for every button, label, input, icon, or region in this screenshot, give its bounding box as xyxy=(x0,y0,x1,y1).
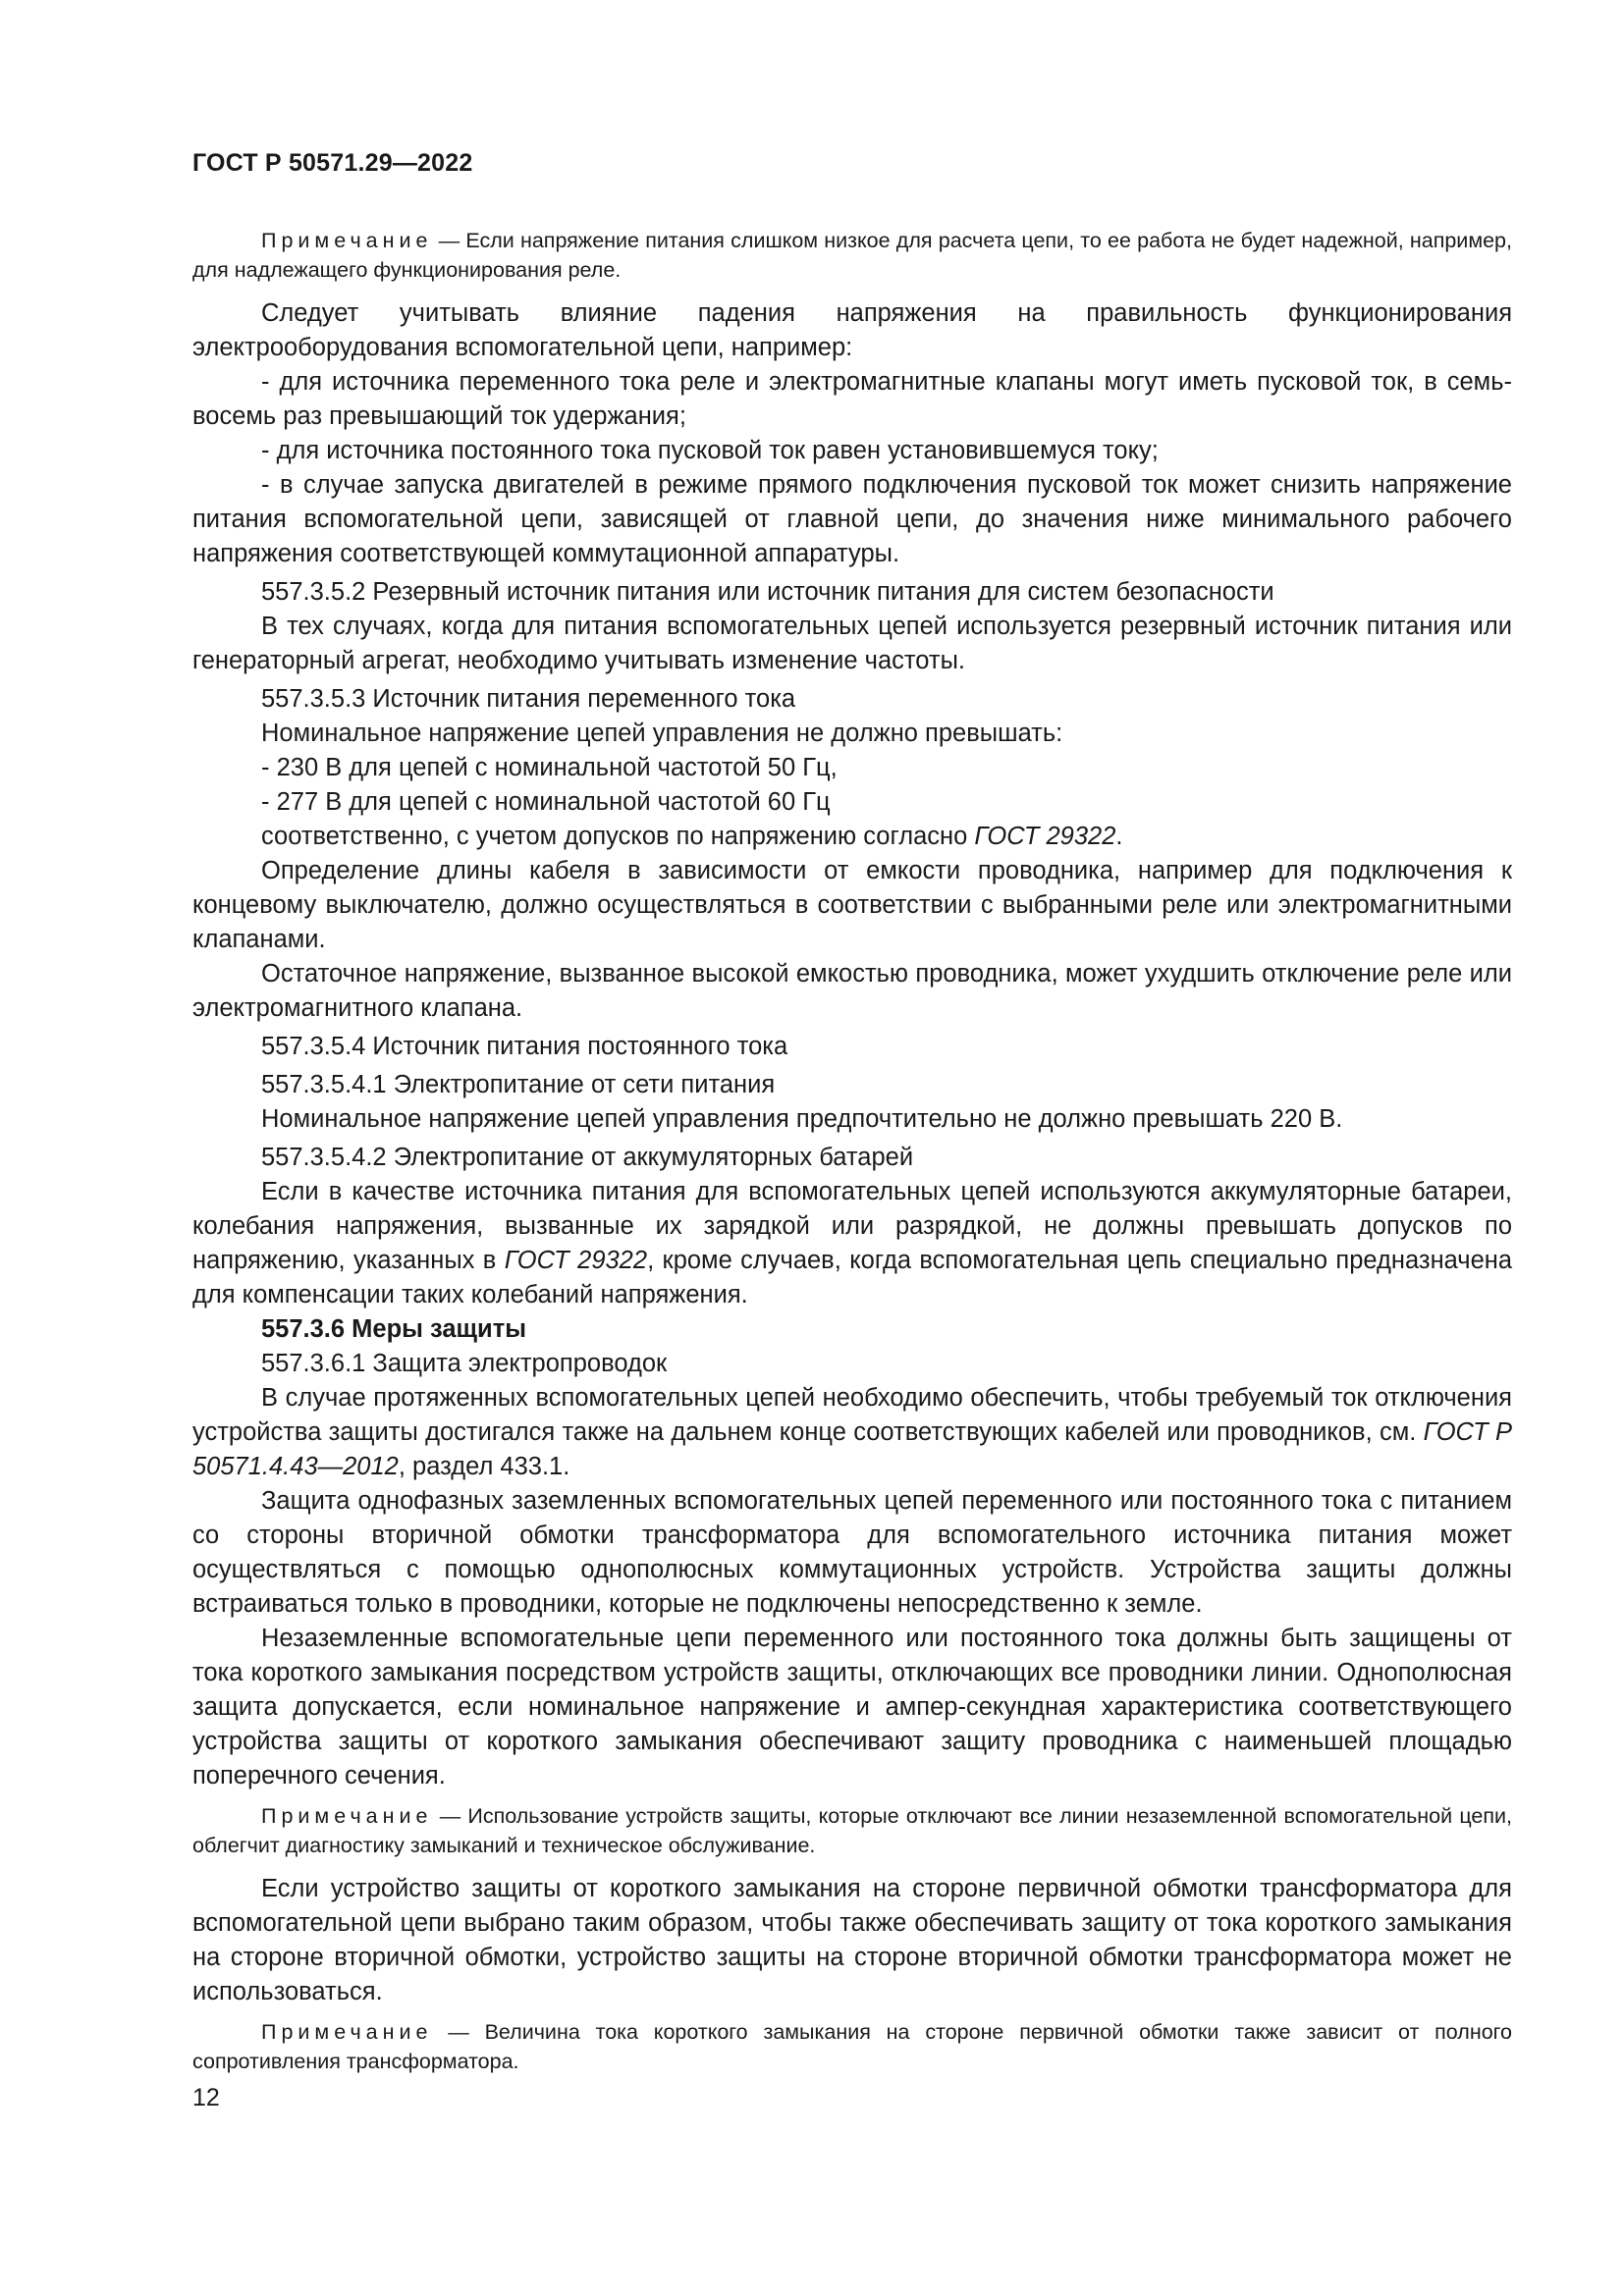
note-3 xyxy=(192,2017,1512,2076)
section-heading-557-3-5-4: 557.3.5.4 Источник питания постоянного тока xyxy=(261,1033,788,1060)
paragraph: В тех случаях, когда для питания вспомогательных цепей используется резервный источник питания или генераторный агрегат, необходимо учитывать изменение частоты. xyxy=(192,613,1512,674)
section-heading-557-3-5-2: 557.3.5.2 Резервный источник питания или источник питания для систем безопасности xyxy=(261,578,1274,606)
paragraph: Незаземленные вспомогательные цепи переменного или постоянного тока должны быть защищены от тока короткого замыкания посредством устройств защиты, отключающих все проводники линии. Однополюсная защита допускается, если номинальное напряжение и ампер-секундная характеристика соответствующего устройства защиты от короткого замыкания обеспечивают защиту проводника с наименьшей площадью поперечного сечения. xyxy=(192,1625,1512,1789)
section-heading-557-3-6-1: 557.3.6.1 Защита электропроводок xyxy=(261,1350,668,1377)
list-item: - 230 В для цепей с номинальной частотой 50 Гц, xyxy=(261,754,838,781)
paragraph: Если в качестве источника питания для вспомогательных цепей используются аккумуляторные батареи, колебания напряжения, вызванные их зарядкой или разрядкой, не должны превышать допусков по напряжению, указанных в ГОСТ 29322, кроме случаев, когда вспомогательная цепь специально предназначена для компенсации таких колебаний напряжения. xyxy=(192,1178,1513,1308)
paragraph: В случае протяженных вспомогательных цепей необходимо обеспечить, чтобы требуемый ток отключения устройства защиты достигался также на дальнем конце соответствующих кабелей или проводников, см. ГОСТ Р 50571.4.43—2012, раздел 433.1. xyxy=(192,1384,1512,1480)
section-heading-557-3-6: 557.3.6 Меры защиты xyxy=(261,1315,527,1343)
section-heading-557-3-5-3: 557.3.5.3 Источник питания переменного тока xyxy=(261,685,796,713)
section-heading-557-3-5-4-2: 557.3.5.4.2 Электропитание от аккумуляторных батарей xyxy=(261,1144,914,1171)
note-text: — Если напряжение питания слишком низкое для расчета цепи, то ее работа не будет надежной, например, для надлежащего функционирования реле. xyxy=(192,229,1512,282)
paragraph: соответственно, с учетом допусков по напряжению согласно ГОСТ 29322. xyxy=(261,823,1123,850)
note-label: Примечание xyxy=(261,229,433,252)
paragraph: Номинальное напряжение цепей управления не должно превышать: xyxy=(261,720,1063,747)
paragraph: Следует учитывать влияние падения напряжения на правильность функционирования электрооборудования вспомогательной цепи, например: xyxy=(192,299,1512,361)
document-body xyxy=(192,218,1512,2088)
note-2 xyxy=(192,1801,1512,1860)
paragraph: Определение длины кабеля в зависимости от емкости проводника, например для подключения к концевому выключателю, должно осуществляться в соответствии с выбранными реле или электромагнитными клапанами. xyxy=(192,857,1512,953)
document-header: ГОСТ Р 50571.29—2022 xyxy=(192,149,473,177)
list-item: - 277 В для цепей с номинальной частотой 60 Гц xyxy=(261,788,831,816)
standard-reference: ГОСТ 29322 xyxy=(974,823,1116,850)
list-item: - для источника постоянного тока пусковой ток равен установившемуся току; xyxy=(261,437,1159,464)
list-item: - для источника переменного тока реле и электромагнитные клапаны могут иметь пусковой ток, в семь-восемь раз превышающий ток удержания; xyxy=(192,368,1512,430)
paragraph: Остаточное напряжение, вызванное высокой емкостью проводника, может ухудшить отключение реле или электромагнитного клапана. xyxy=(192,960,1512,1022)
paragraph: Номинальное напряжение цепей управления предпочтительно не должно превышать 220 В. xyxy=(261,1105,1343,1133)
note-label: Примечание xyxy=(261,1804,433,1828)
note-1 xyxy=(192,226,1512,285)
paragraph: Защита однофазных заземленных вспомогательных цепей переменного или постоянного тока с питанием со стороны вторичной обмотки трансформатора для вспомогательного источника питания может осуществляться с помощью однополюсных коммутационных устройств. Устройства защиты должны встраиваться только в проводники, которые не подключены непосредственно к земле. xyxy=(192,1487,1512,1618)
page-number: 12 xyxy=(192,2084,220,2111)
paragraph: Если устройство защиты от короткого замыкания на стороне первичной обмотки трансформатора для вспомогательной цепи выбрано таким образом, чтобы также обеспечивать защиту от тока короткого замыкания на стороне вторичной обмотки, устройство защиты на стороне вторичной обмотки трансформатора может не использоваться. xyxy=(192,1875,1512,2005)
standard-reference: ГОСТ 29322 xyxy=(504,1247,648,1274)
section-heading-557-3-5-4-1: 557.3.5.4.1 Электропитание от сети питания xyxy=(261,1071,776,1098)
note-text: — Величина тока короткого замыкания на стороне первичной обмотки также зависит от полного сопротивления трансформатора. xyxy=(192,2020,1512,2073)
note-text: — Использование устройств защиты, которые отключают все линии незаземленной вспомогательной цепи, облегчит диагностику замыканий и техническое обслуживание. xyxy=(192,1804,1512,1857)
note-label: Примечание xyxy=(261,2020,433,2044)
list-item: - в случае запуска двигателей в режиме прямого подключения пусковой ток может снизить напряжение питания вспомогательной цепи, зависящей от главной цепи, до значения ниже минимального рабочего напряжения соответствующей коммутационной аппаратуры. xyxy=(192,471,1512,567)
standard-reference: ГОСТ Р 50571.4.43—2012 xyxy=(192,1418,1512,1480)
